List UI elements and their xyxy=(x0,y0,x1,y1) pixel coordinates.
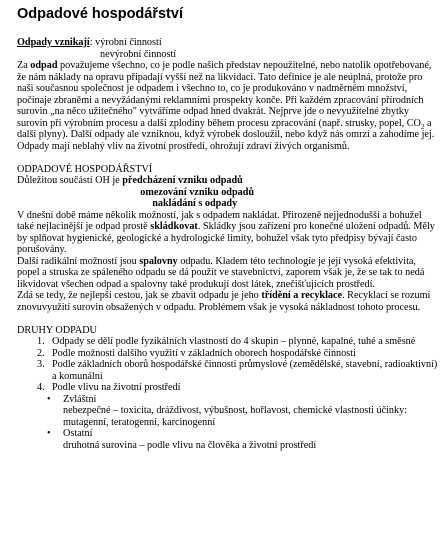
oh-objective-list xyxy=(122,175,254,210)
para4-bold: spalovny xyxy=(139,255,178,267)
section-heading-odpadove-hospodarstvi: ODPADOVÉ HOSPODÁŘSTVÍ xyxy=(17,163,153,175)
oh-objective-3: nakládání s odpady xyxy=(152,198,238,209)
intro-colon: : xyxy=(89,37,96,48)
list-item-text: Podle vlivu na životní prostředí xyxy=(52,382,181,393)
vliv-sublist-2 xyxy=(17,428,438,440)
para3-bold: skládkovat xyxy=(150,221,198,232)
list-item-number: 4. xyxy=(37,382,45,393)
list-item xyxy=(37,359,438,382)
list-item-text: Podle možnosti dalšího využití v základních oborech hospodářské činnosti xyxy=(52,347,356,359)
sublist-item-zvlastni xyxy=(47,394,438,406)
paragraph-odpad-definition xyxy=(17,60,438,141)
para1-sub: 2 xyxy=(420,122,425,131)
paragraph-spalovny xyxy=(17,256,438,291)
intro-label: Odpady vznikají xyxy=(17,37,90,48)
list-item-text: Odpady se dělí podle fyzikálních vlastností do 4 skupin – plynné, kapalné, tuhé a směsné xyxy=(52,336,416,347)
oh-lead: Důležitou součástí OH je xyxy=(17,175,123,186)
bullet-icon: • xyxy=(47,393,51,405)
para5-bold: třídění a recyklace xyxy=(261,290,343,301)
para1-rest: považujeme všechno, co je podle našich představ nepoužitelné, nebo natolik opotřebované, že nám náklady na opravu připadají vyšší než na likvidaci. Tato definice je ale neúplná, protože pro naši současnou společnost je odpadem i všechno to, co je produkováno v nadměrném množství, počínaje zbraněmi a nevyžádanými reklamními prospekty konče. Při každém zpracování přírodních surovin „na něco užitečného" vytváříme odpad hned dvakrát. Nejprve jde o nevyužitelné zbytky surovin při výrobním procesu a další zplodiny během procesu zpracování (např. strusky, popel, CO xyxy=(17,60,432,129)
list-item-text: Podle základních oborů hospodářské činnosti průmyslové (zemědělské, stavební, radioaktivní) a komunální xyxy=(52,359,438,382)
oh-objectives xyxy=(17,175,438,210)
sublist-item-ostatni xyxy=(47,428,438,440)
list-item-number: 2. xyxy=(37,347,45,359)
bullet-icon: • xyxy=(47,428,51,439)
page-title: Odpadové hospodářství xyxy=(17,6,183,22)
para1-bold: odpad xyxy=(30,60,58,71)
list-item-number: 1. xyxy=(37,336,45,347)
intro-block xyxy=(17,37,438,49)
paragraph-skladky xyxy=(17,210,438,256)
para4-text: Další radikální možností jsou xyxy=(17,255,140,267)
para5-text: Zdá se tedy, že nejlepší cestou, jak se zbavit odpadu je jeho xyxy=(17,290,262,301)
para5-rest: . Recyklací se rozumí znovuvyužití surovin obsažených v odpadu. Problémem však je vysoká nákladnost tohoto procesu. xyxy=(17,290,431,313)
oh-objective-1: předcházení vzniku odpadů xyxy=(122,175,243,186)
druhy-odpadu-list xyxy=(17,336,438,394)
sublist-desc-zvlastni: nebezpečné – toxicita, dráždivost, výbušnost, hořlavost, chemické vlastnosti účinky: mutagenní, teratogenní, karcinogenní xyxy=(63,405,408,428)
para1-pre: Za xyxy=(17,60,31,71)
para3-text: V dnešní době máme několik možností, jak s odpadem nakládat. Přirozeně nejjednodušší a bohužel také nejlacinější je odpad prostě xyxy=(17,209,422,232)
list-item xyxy=(37,336,438,348)
list-item xyxy=(37,382,438,394)
sublist-desc-ostatni: druhotná surovina – podle vlivu na člověka a životní prostředí xyxy=(63,439,317,451)
paragraph-odpad-impact: Odpady mají neblahý vliv na životní prostředí, ohrožují zdraví živých organismů. xyxy=(17,140,350,152)
intro-line-1: výrobní činností xyxy=(95,37,162,48)
vliv-sublist xyxy=(17,394,438,406)
para4-rest: odpadu. Kladem této technologie je její vysoká efektivita, popel a struska ze spáleného odpadu se dá použít ve stavebnictví, zaporem však je, že se tak to nedá likvidovat všechen odpad a spalovny také produkují dost látek, znečišťujících prostředí. xyxy=(17,255,425,290)
intro-line-2: nevýrobní činností xyxy=(100,48,177,60)
paragraph-recyklace xyxy=(17,290,438,313)
para3-rest: . Skládky jsou zařízení pro konečné uložení odpadů. Měly by splňovat hygienické, geologické a hydrologické limity, bohužel však tyto předpisy bývají často porušovány. xyxy=(17,221,435,255)
sublist-label: Ostatní xyxy=(63,428,93,439)
oh-objective-2: omezování vzniku odpadů xyxy=(140,186,255,198)
list-item-number: 3. xyxy=(37,359,45,370)
section-heading-druhy-odpadu: DRUHY ODPADU xyxy=(17,324,97,336)
list-item xyxy=(37,348,438,360)
sublist-label: Zvláštní xyxy=(63,393,97,405)
para1-rest2: a další plyny). Další odpady ale vzniknou, když výrobek dosloužil, nebo když nás omrzí a zahodíme jej. xyxy=(17,117,435,140)
